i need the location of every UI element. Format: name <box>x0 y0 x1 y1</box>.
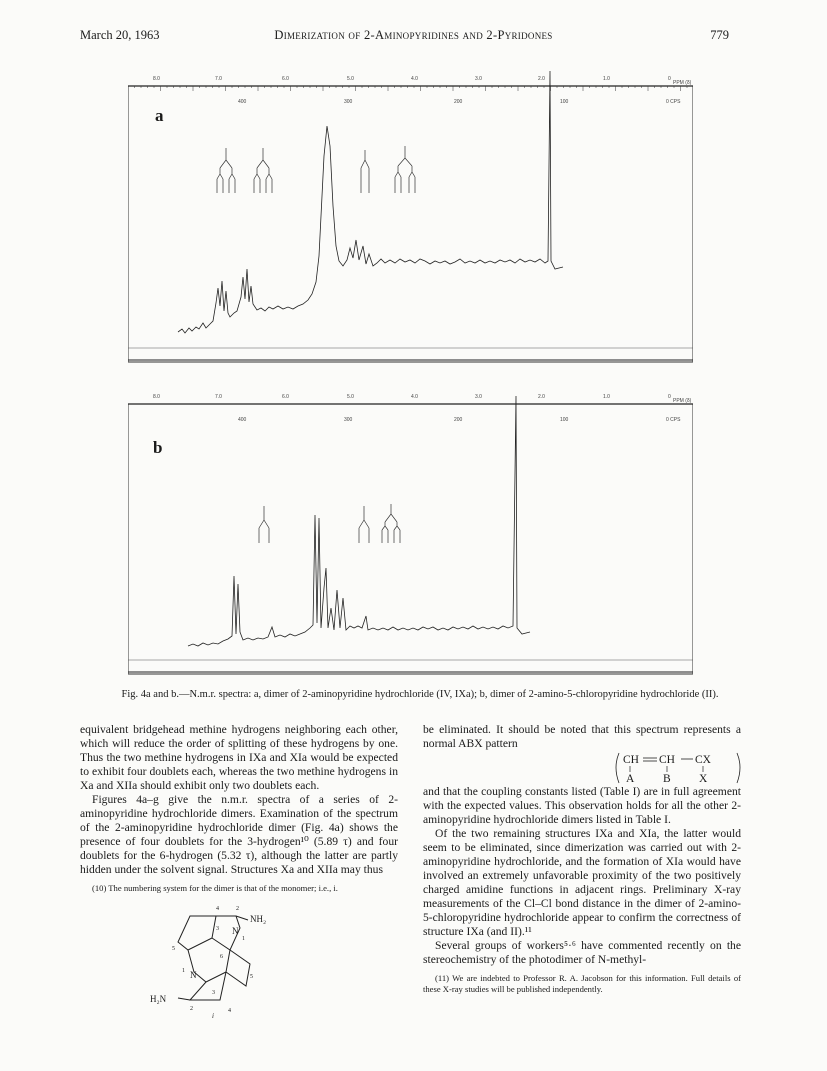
svg-text:3: 3 <box>216 926 219 932</box>
svg-text:100: 100 <box>560 417 569 423</box>
svg-text:2: 2 <box>236 906 239 912</box>
svg-text:5.0: 5.0 <box>347 76 354 82</box>
svg-text:0 CPS: 0 CPS <box>666 417 681 423</box>
svg-text:4: 4 <box>216 906 219 912</box>
cps-labels-a <box>238 99 681 105</box>
abx-pattern-formula <box>423 751 741 785</box>
svg-text:3.0: 3.0 <box>475 76 482 82</box>
svg-text:3: 3 <box>212 990 215 996</box>
svg-text:CX: CX <box>695 754 711 766</box>
panel-label-b: b <box>153 438 163 457</box>
svg-text:2.0: 2.0 <box>538 394 545 400</box>
svg-text:400: 400 <box>238 99 247 105</box>
svg-text:300: 300 <box>344 417 353 423</box>
footnote-11: (11) We are indebted to Professor R. A. Jacobson for this information. Full details of these X-ray studies will be published independently. <box>423 973 741 994</box>
running-header-title: Dimerization of 2-Aminopyridines and 2-Pyridones <box>274 28 553 42</box>
svg-text:CH: CH <box>659 754 675 766</box>
paragraph: Several groups of workers⁵·⁶ have commented recently on the stereochemistry of the photodimer of N-methyl- <box>423 939 741 966</box>
nmr-spectrum-b <box>128 388 693 680</box>
svg-text:PPM (δ): PPM (δ) <box>673 398 692 404</box>
svg-text:2.0: 2.0 <box>538 76 545 82</box>
spectrum-trace-b <box>188 396 530 646</box>
paragraph: be eliminated. It should be noted that this spectrum represents a normal ABX pattern <box>423 723 741 750</box>
svg-text:400: 400 <box>238 417 247 423</box>
svg-text:i: i <box>212 1012 214 1020</box>
spectrum-b-plot <box>128 388 693 680</box>
figure-caption: Fig. 4a and b.—N.m.r. spectra: a, dimer of 2-aminopyridine hydrochloride (IV, IXa); b, dimer of 2-amino-5-chloropyridine hydrochloride (II). <box>121 689 719 700</box>
splitting-trees-a <box>217 146 415 193</box>
panel-label-a: a <box>155 106 164 125</box>
svg-text:0 CPS: 0 CPS <box>666 99 681 105</box>
svg-text:A: A <box>626 773 635 785</box>
dimer-structure-diagram <box>80 898 398 1020</box>
paragraph: and that the coupling constants listed (Table I) are in full agreement with the expected values. This observation holds for all the other 2-aminopyridine hydrochloride dimers listed in Table I. <box>423 785 741 826</box>
svg-text:CH: CH <box>623 754 639 766</box>
svg-text:200: 200 <box>454 417 463 423</box>
left-column <box>80 723 398 1020</box>
svg-text:2: 2 <box>190 1006 193 1012</box>
paragraph: Of the two remaining structures IXa and XIa, the latter would seem to be eliminated, since dimerization was carried out with 2-aminopyridine hydrochloride, and the formation of XIa would have involved an extremely unfavorable proximity of the two positively charged amidine functions in adjacent rings. Preliminary X-ray measurements of the Cl–Cl bond distance in the dimer of 2-amino-5-chloropyridine hydrochloride appear to confirm the correctness of structure IXa (and II).¹¹ <box>423 827 741 938</box>
svg-text:X: X <box>699 773 708 785</box>
chemical-structure <box>150 898 350 1020</box>
svg-text:B: B <box>663 773 671 785</box>
svg-text:6.0: 6.0 <box>282 394 289 400</box>
spectrum-trace-a <box>178 71 563 333</box>
cps-labels-b <box>238 417 681 423</box>
nmr-spectrum-a <box>128 70 693 370</box>
svg-text:0: 0 <box>668 76 671 82</box>
svg-text:8.0: 8.0 <box>153 394 160 400</box>
svg-text:1: 1 <box>242 936 245 942</box>
page-number: 779 <box>710 28 729 42</box>
svg-text:NH₂: NH₂ <box>250 914 267 924</box>
svg-text:300: 300 <box>344 99 353 105</box>
svg-text:4.0: 4.0 <box>411 394 418 400</box>
splitting-trees-b <box>259 504 400 543</box>
svg-text:H₂N: H₂N <box>150 994 167 1004</box>
svg-text:N: N <box>232 926 239 936</box>
ppm-labels-b <box>153 394 692 404</box>
svg-text:6: 6 <box>220 954 223 960</box>
svg-text:PPM (δ): PPM (δ) <box>673 80 692 86</box>
svg-text:4: 4 <box>228 1008 231 1014</box>
svg-text:200: 200 <box>454 99 463 105</box>
right-column <box>423 723 741 995</box>
svg-text:8.0: 8.0 <box>153 76 160 82</box>
svg-text:4.0: 4.0 <box>411 76 418 82</box>
paragraph: Figures 4a–g give the n.m.r. spectra of a series of 2-aminopyridine hydrochloride dimers. Examination of the spectrum of the 2-aminopyridine hydrochloride dimer (Fig. 4a) shows the presence of four doublets for the 3-hydrogen¹⁰ (5.89 τ) and four doublets for the 6-hydrogen (5.32 τ), although the latter are partly hidden under the solvent signal. Structures Xa and XIIa may thus <box>80 793 398 876</box>
svg-text:1: 1 <box>182 968 185 974</box>
ppm-tick-marks-a <box>128 86 687 91</box>
svg-text:5: 5 <box>250 974 253 980</box>
svg-text:7.0: 7.0 <box>215 394 222 400</box>
svg-text:0: 0 <box>668 394 671 400</box>
svg-text:1.0: 1.0 <box>603 76 610 82</box>
paragraph: equivalent bridgehead methine hydrogens neighboring each other, which will reduce the order of splitting of these hydrogens by one. Thus the two methine hydrogens in IXa and XIa would be expected to exhibit four doublets each, whereas the two methine hydrogens in Xa and XIIa should exhibit only two doublets each. <box>80 723 398 792</box>
svg-text:3.0: 3.0 <box>475 394 482 400</box>
running-header-date: March 20, 1963 <box>80 28 160 42</box>
svg-text:1.0: 1.0 <box>603 394 610 400</box>
svg-text:7.0: 7.0 <box>215 76 222 82</box>
svg-text:5.0: 5.0 <box>347 394 354 400</box>
svg-text:5: 5 <box>172 946 175 952</box>
footnote-10: (10) The numbering system for the dimer is that of the monomer; i.e., i. <box>92 883 338 893</box>
svg-text:100: 100 <box>560 99 569 105</box>
spectrum-a-plot <box>128 70 693 370</box>
ppm-labels-a <box>153 76 692 86</box>
svg-text:N: N <box>190 970 197 980</box>
svg-text:6.0: 6.0 <box>282 76 289 82</box>
